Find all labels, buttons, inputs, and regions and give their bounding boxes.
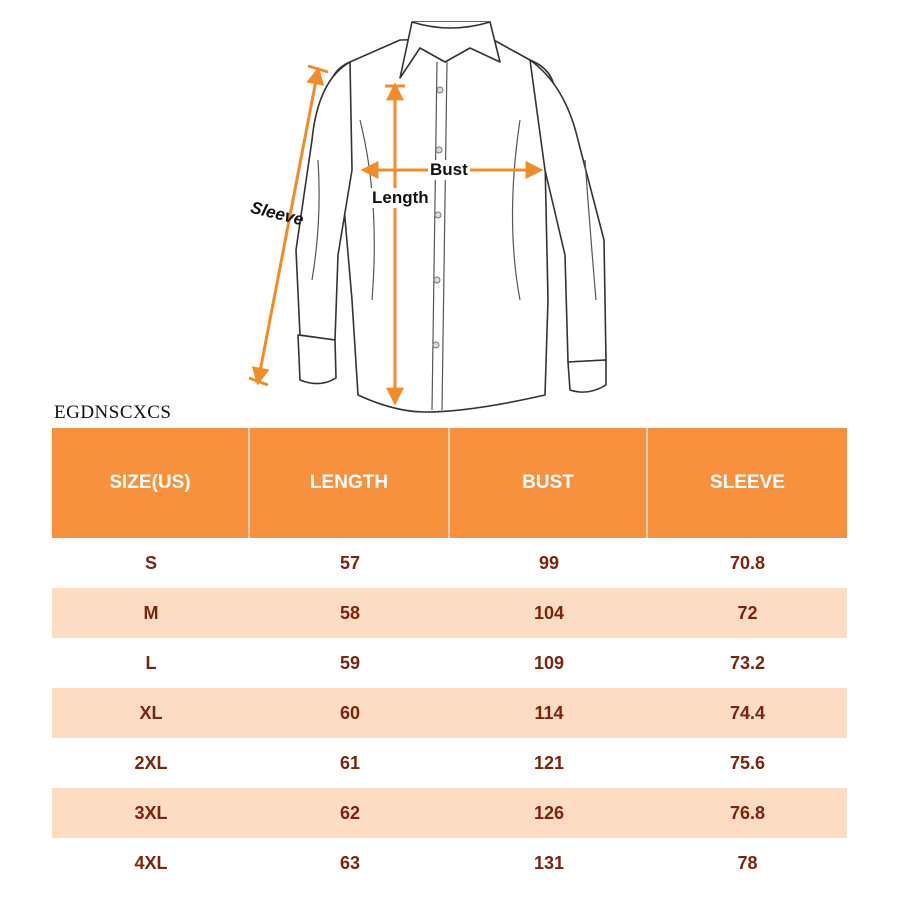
cell-size: L (145, 652, 157, 673)
cell-sleeve: 78 (737, 852, 758, 873)
table-row (52, 588, 847, 638)
cell-size: 2XL (134, 752, 168, 773)
shirt-measurement-diagram (0, 0, 900, 420)
brand-name: EGDNSCXCS (54, 402, 172, 423)
cell-size: S (144, 552, 157, 573)
cell-sleeve: 74.4 (729, 702, 766, 723)
cell-bust: 109 (533, 652, 565, 673)
size-chart-table (52, 428, 847, 888)
table-row (52, 838, 847, 888)
header-sleeve: SLEEVE (648, 428, 847, 538)
shirt-illustration (0, 0, 900, 420)
table-row (52, 638, 847, 688)
header-size: SIZE(US) (52, 428, 250, 538)
cell-sleeve: 70.8 (729, 552, 766, 573)
cell-sleeve: 75.6 (729, 752, 766, 773)
cell-length: 59 (339, 652, 361, 673)
table-body (52, 538, 847, 888)
table-header-row (52, 428, 847, 538)
cell-bust: 131 (533, 852, 565, 873)
cell-bust: 126 (533, 802, 565, 823)
cell-length: 62 (339, 802, 361, 823)
cell-bust: 99 (538, 552, 560, 573)
table-row (52, 738, 847, 788)
cell-sleeve: 76.8 (729, 802, 766, 823)
sleeve-label: Sleeve (248, 197, 306, 230)
cell-length: 58 (339, 602, 361, 623)
cell-size: M (143, 602, 159, 623)
header-bust: BUST (450, 428, 648, 538)
cell-bust: 121 (533, 752, 565, 773)
table-row (52, 538, 847, 588)
cell-sleeve: 73.2 (729, 652, 766, 673)
cell-bust: 104 (533, 602, 565, 623)
bust-label: Bust (430, 160, 468, 179)
cell-sleeve: 72 (737, 602, 758, 623)
cell-length: 61 (339, 752, 361, 773)
cell-size: 4XL (134, 852, 168, 873)
length-label: Length (372, 188, 429, 207)
cell-length: 63 (339, 852, 361, 873)
cell-bust: 114 (534, 702, 564, 723)
cell-length: 60 (339, 702, 361, 723)
table-row (52, 688, 847, 738)
header-length: LENGTH (250, 428, 450, 538)
cell-size: XL (139, 702, 163, 723)
table-row (52, 788, 847, 838)
cell-length: 57 (339, 552, 361, 573)
cell-size: 3XL (134, 802, 168, 823)
